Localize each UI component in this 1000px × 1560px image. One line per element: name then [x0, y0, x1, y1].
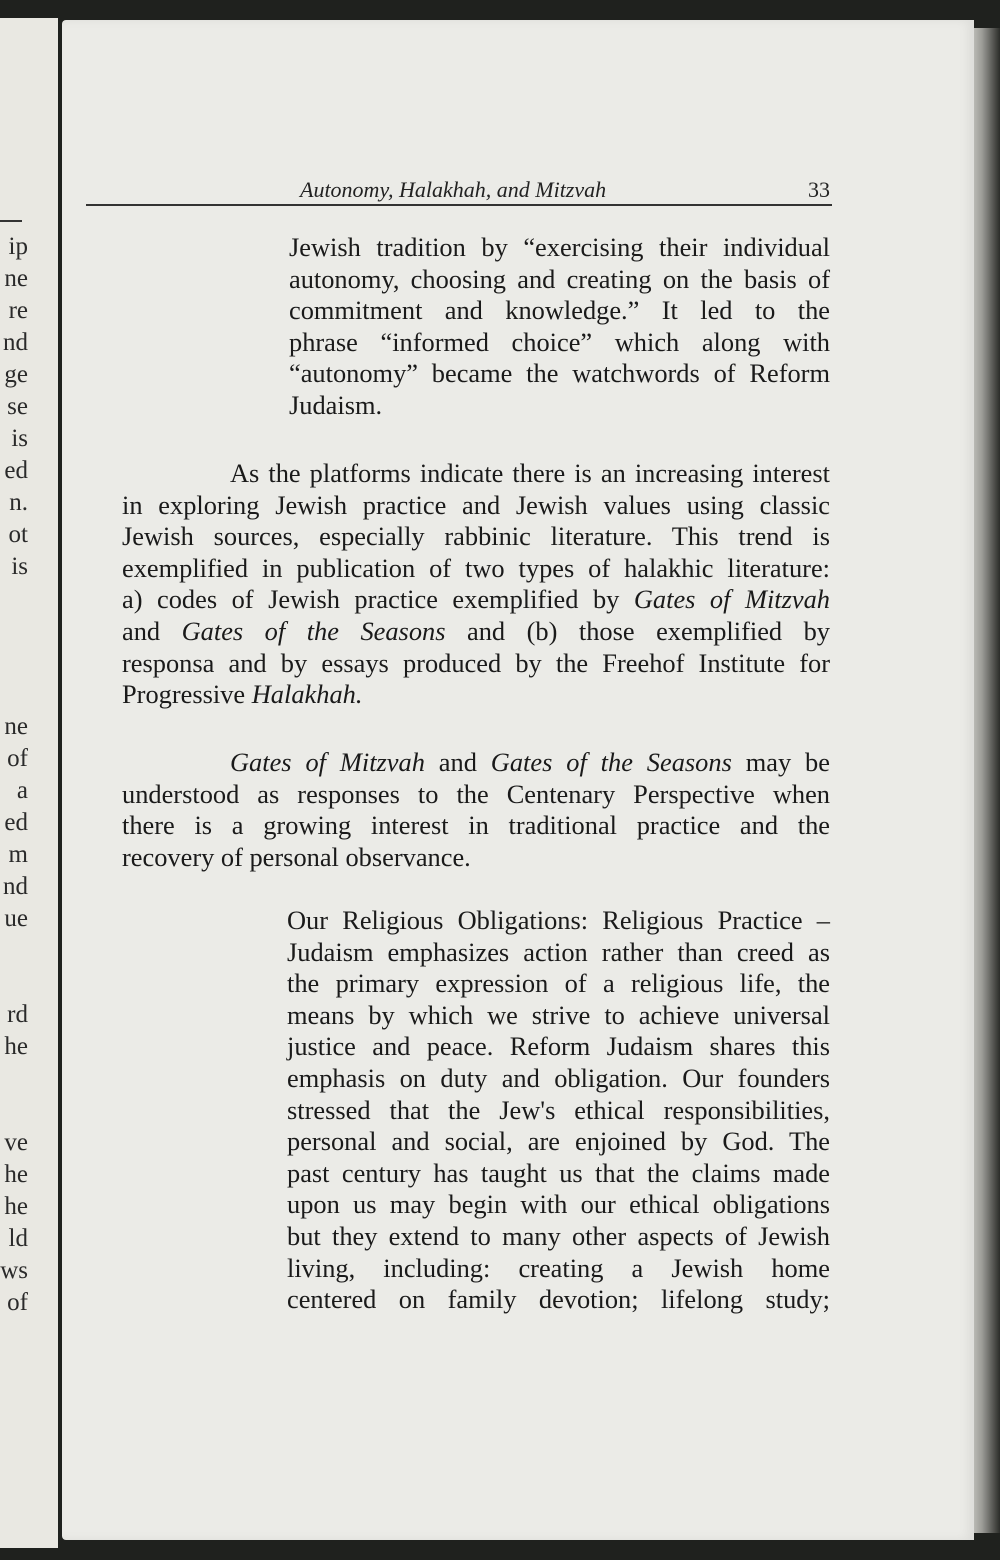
text-run: and (b) those exemplified by: [445, 615, 830, 646]
facing-page-fragment: ws: [0, 1257, 28, 1284]
text-line: recovery of personal observance.: [122, 841, 471, 872]
facing-page-fragment: is: [11, 425, 28, 452]
italic-term-halakhah: Halakhah.: [251, 679, 363, 710]
text-run: Progressive: [122, 679, 252, 710]
facing-page-fragment: ip: [8, 233, 28, 260]
text-line: As the platforms indicate there is an increasing interest: [230, 458, 830, 488]
running-header: [86, 176, 832, 206]
facing-page-rule: [0, 220, 22, 222]
text-line: “autonomy” became the watchwords of Reform: [289, 358, 830, 389]
facing-page-fragment: a: [16, 777, 28, 804]
text-line: Our Religious Obligations: Religious Practice –: [287, 905, 830, 935]
text-line: upon us may begin with our ethical obligations: [287, 1189, 830, 1220]
facing-page-fragment: is: [11, 553, 28, 580]
facing-page-fragment: he: [4, 1033, 28, 1060]
text-run: a) codes of Jewish practice exemplified by: [122, 584, 634, 615]
facing-page-fragment: m: [8, 841, 28, 868]
text-line: the primary expression of a religious life, the: [287, 968, 830, 999]
facing-page-fragment: ed: [4, 457, 28, 484]
text-run: may be: [731, 747, 830, 777]
facing-page-fragment: ld: [8, 1225, 28, 1252]
facing-page-fragment: ve: [4, 1129, 28, 1156]
text-line: emphasis on duty and obligation. Our founders: [287, 1062, 830, 1093]
running-title: Autonomy, Halakhah, and Mitzvah: [300, 177, 607, 202]
facing-page-fragment: n.: [9, 489, 28, 516]
book-title-gates-of-mitzvah: Gates of Mitzvah: [230, 747, 425, 777]
facing-page-fragment: ge: [4, 361, 28, 388]
book-title-gates-of-mitzvah: Gates of Mitzvah: [633, 584, 830, 615]
facing-page-fragment: se: [7, 393, 28, 420]
text-line: phrase “informed choice” which along with: [289, 326, 830, 357]
text-line: commitment and knowledge.” It led to the: [289, 295, 830, 326]
text-run: and: [424, 747, 491, 777]
text-line: justice and peace. Reform Judaism shares this: [287, 1031, 830, 1062]
facing-page-fragment: of: [7, 1289, 28, 1316]
text-line: Jewish sources, especially rabbinic literature. This trend is: [122, 521, 830, 552]
facing-page-fragment: he: [4, 1193, 28, 1220]
facing-page-fragment: ed: [4, 809, 28, 836]
facing-page-fragment: ne: [4, 265, 28, 292]
text-line: in exploring Jewish practice and Jewish values using classic: [122, 489, 830, 520]
facing-page-fragment: nd: [3, 329, 28, 356]
facing-page-fragment: ue: [4, 905, 28, 932]
text-line: [122, 584, 830, 616]
text-line: means by which we strive to achieve universal: [287, 999, 830, 1030]
facing-page-fragment: of: [7, 745, 28, 772]
paragraph-2: [122, 458, 830, 711]
facing-page: [0, 18, 58, 1548]
text-line: past century has taught us that the claims made: [287, 1157, 830, 1188]
text-line: Jewish tradition by “exercising their individual: [289, 232, 830, 262]
facing-page-fragment: re: [8, 297, 28, 324]
text-line: stressed that the Jew's ethical responsibilities,: [287, 1094, 830, 1125]
text-line: [122, 616, 830, 648]
text-line: exemplified in publication of two types of halakhic literature:: [122, 552, 830, 583]
page-edge: [970, 28, 1000, 1533]
facing-page-fragment: nd: [3, 873, 28, 900]
text-line: responsa and by essays produced by the Freehof Institute for: [122, 647, 830, 678]
text-line: centered on family devotion; lifelong study;: [287, 1284, 830, 1315]
text-run: and: [122, 615, 182, 646]
text-line: but they extend to many other aspects of Jewish: [287, 1220, 830, 1251]
text-line: living, including: creating a Jewish home: [287, 1252, 830, 1283]
facing-page-fragment: rd: [7, 1001, 28, 1028]
quoted-block: [287, 905, 830, 1316]
paragraph-1: [289, 232, 830, 422]
facing-page-fragment: ot: [8, 521, 28, 548]
text-line: there is a growing interest in traditional practice and the: [122, 810, 830, 841]
text-line: Judaism.: [289, 389, 383, 420]
paragraph-3: [122, 747, 830, 873]
text-line: personal and social, are enjoined by God. The: [287, 1126, 830, 1157]
text-line: [122, 679, 830, 711]
text-line: autonomy, choosing and creating on the basis of: [289, 263, 830, 294]
text-line: [122, 747, 830, 779]
book-title-gates-of-the-seasons: Gates of the Seasons: [181, 615, 446, 646]
text-line: understood as responses to the Centenary Perspective when: [122, 778, 830, 809]
text-line: Judaism emphasizes action rather than creed as: [287, 936, 830, 967]
book-title-gates-of-the-seasons: Gates of the Seasons: [490, 747, 732, 777]
page-number: 33: [808, 177, 830, 202]
facing-page-fragment: ne: [4, 713, 28, 740]
facing-page-fragment: he: [4, 1161, 28, 1188]
